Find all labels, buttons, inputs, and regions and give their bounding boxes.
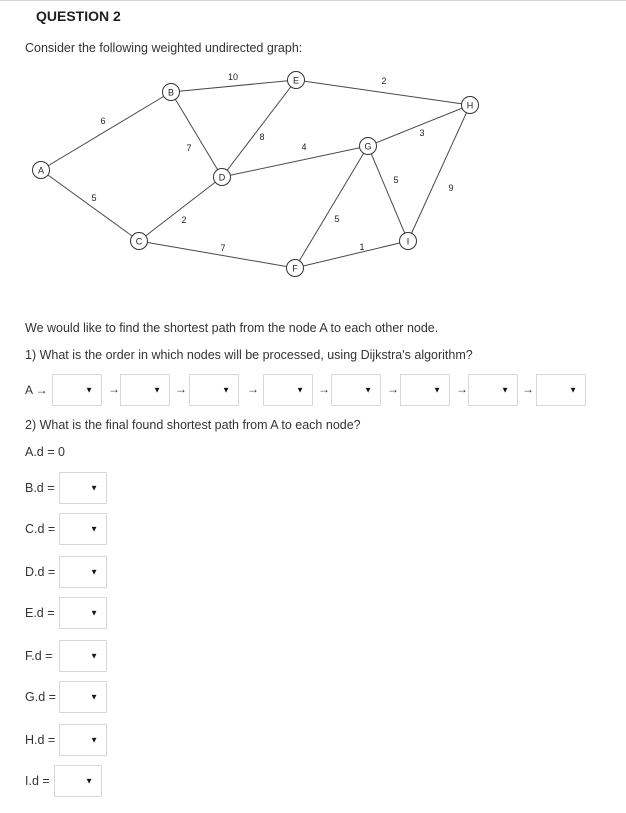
distance-select-i[interactable] bbox=[54, 765, 102, 797]
node-label-a: A bbox=[37, 165, 45, 176]
dropdown-arrow-icon: ▼ bbox=[90, 692, 98, 702]
distance-select-f[interactable] bbox=[59, 640, 107, 672]
edge-weight-d-g: 4 bbox=[301, 142, 307, 152]
edge-weight-g-f: 5 bbox=[334, 214, 340, 224]
edge-b-d bbox=[171, 92, 222, 177]
node-label-g: G bbox=[364, 141, 372, 152]
edge-a-c bbox=[41, 170, 139, 241]
distance-label-h: H.d = bbox=[25, 733, 56, 747]
edge-g-h bbox=[368, 105, 470, 146]
edge-g-f bbox=[295, 146, 368, 268]
edge-weight-b-e: 10 bbox=[227, 72, 239, 82]
dropdown-arrow-icon: ▼ bbox=[90, 651, 98, 661]
edge-weight-a-c: 5 bbox=[91, 193, 97, 203]
edge-weight-e-h: 2 bbox=[381, 76, 387, 86]
edge-a-b bbox=[41, 92, 171, 170]
edge-weight-f-i: 1 bbox=[359, 242, 365, 252]
order-select-8[interactable] bbox=[536, 374, 586, 406]
dropdown-arrow-icon: ▼ bbox=[433, 385, 441, 395]
order-select-5[interactable] bbox=[331, 374, 381, 406]
node-f bbox=[287, 260, 304, 277]
given-distance: A.d = 0 bbox=[25, 445, 65, 459]
dropdown-arrow-icon: ▼ bbox=[222, 385, 230, 395]
distance-label-c: C.d = bbox=[25, 522, 56, 536]
edge-weight-g-h: 3 bbox=[419, 128, 425, 138]
dropdown-arrow-icon: ▼ bbox=[85, 385, 93, 395]
node-label-i: I bbox=[406, 236, 410, 247]
distance-select-g[interactable] bbox=[59, 681, 107, 713]
dropdown-arrow-icon: ▼ bbox=[501, 385, 509, 395]
dropdown-arrow-icon: ▼ bbox=[569, 385, 577, 395]
distance-select-d[interactable] bbox=[59, 556, 107, 588]
dropdown-arrow-icon: ▼ bbox=[90, 567, 98, 577]
node-a bbox=[33, 162, 50, 179]
order-select-1[interactable] bbox=[52, 374, 102, 406]
distance-label-f: F.d = bbox=[25, 649, 53, 663]
node-i bbox=[400, 233, 417, 250]
distance-label-b: B.d = bbox=[25, 481, 55, 495]
edge-g-i bbox=[368, 146, 408, 241]
edge-weight-c-d: 2 bbox=[181, 215, 187, 225]
order-select-3[interactable] bbox=[189, 374, 239, 406]
node-c bbox=[131, 233, 148, 250]
sequence-arrow-icon: → bbox=[247, 382, 259, 396]
distance-select-c[interactable] bbox=[59, 513, 107, 545]
question-intro: Consider the following weighted undirected graph: bbox=[25, 41, 303, 55]
node-e bbox=[288, 72, 305, 89]
dropdown-arrow-icon: ▼ bbox=[153, 385, 161, 395]
part1-question: 1) What is the order in which nodes will be processed, using Dijkstra's algorithm? bbox=[25, 348, 473, 362]
edge-weight-a-b: 6 bbox=[100, 116, 106, 126]
distance-label-e: E.d = bbox=[25, 606, 55, 620]
distance-select-b[interactable] bbox=[59, 472, 107, 504]
dropdown-arrow-icon: ▼ bbox=[90, 735, 98, 745]
sequence-arrow-icon: → bbox=[175, 382, 187, 396]
distance-select-e[interactable] bbox=[59, 597, 107, 629]
part2-question: 2) What is the final found shortest path from A to each node? bbox=[25, 418, 361, 432]
node-label-b: B bbox=[167, 87, 175, 98]
sequence-arrow-icon: → bbox=[456, 382, 468, 396]
distance-label-g: G.d = bbox=[25, 690, 56, 704]
sequence-arrow-icon: → bbox=[522, 382, 534, 396]
graph-diagram bbox=[0, 60, 626, 285]
edge-h-i bbox=[408, 105, 470, 241]
edge-weight-h-i: 9 bbox=[448, 183, 454, 193]
dropdown-arrow-icon: ▼ bbox=[364, 385, 372, 395]
dropdown-arrow-icon: ▼ bbox=[90, 483, 98, 493]
dropdown-arrow-icon: ▼ bbox=[90, 524, 98, 534]
node-b bbox=[163, 84, 180, 101]
edge-weight-e-d: 8 bbox=[259, 132, 265, 142]
edge-f-i bbox=[295, 241, 408, 268]
distance-select-h[interactable] bbox=[59, 724, 107, 756]
order-select-7[interactable] bbox=[468, 374, 518, 406]
node-d bbox=[214, 169, 231, 186]
distance-label-i: I.d = bbox=[25, 774, 50, 788]
edge-e-d bbox=[222, 80, 296, 177]
order-select-4[interactable] bbox=[263, 374, 313, 406]
start-node-label: A → bbox=[25, 383, 48, 397]
edge-weight-c-f: 7 bbox=[220, 243, 226, 253]
node-h bbox=[462, 97, 479, 114]
node-label-h: H bbox=[466, 100, 474, 111]
node-label-f: F bbox=[292, 263, 298, 274]
question-title: QUESTION 2 bbox=[36, 8, 121, 24]
part1-intro: We would like to find the shortest path from the node A to each other node. bbox=[25, 321, 439, 335]
sequence-arrow-icon: → bbox=[108, 382, 120, 396]
edge-weight-b-d: 7 bbox=[186, 143, 192, 153]
edge-d-g bbox=[222, 146, 368, 177]
node-label-e: E bbox=[292, 75, 300, 86]
top-divider bbox=[0, 0, 626, 1]
edge-weight-g-i: 5 bbox=[393, 175, 399, 185]
sequence-arrow-icon: → bbox=[387, 382, 399, 396]
edge-c-d bbox=[139, 177, 222, 241]
node-g bbox=[360, 138, 377, 155]
node-label-d: D bbox=[218, 172, 226, 183]
distance-label-d: D.d = bbox=[25, 565, 56, 579]
dropdown-arrow-icon: ▼ bbox=[296, 385, 304, 395]
order-select-2[interactable] bbox=[120, 374, 170, 406]
edge-c-f bbox=[139, 241, 295, 268]
node-label-c: C bbox=[135, 236, 143, 247]
sequence-arrow-icon: → bbox=[318, 382, 330, 396]
dropdown-arrow-icon: ▼ bbox=[90, 608, 98, 618]
order-select-6[interactable] bbox=[400, 374, 450, 406]
dropdown-arrow-icon: ▼ bbox=[85, 776, 93, 786]
